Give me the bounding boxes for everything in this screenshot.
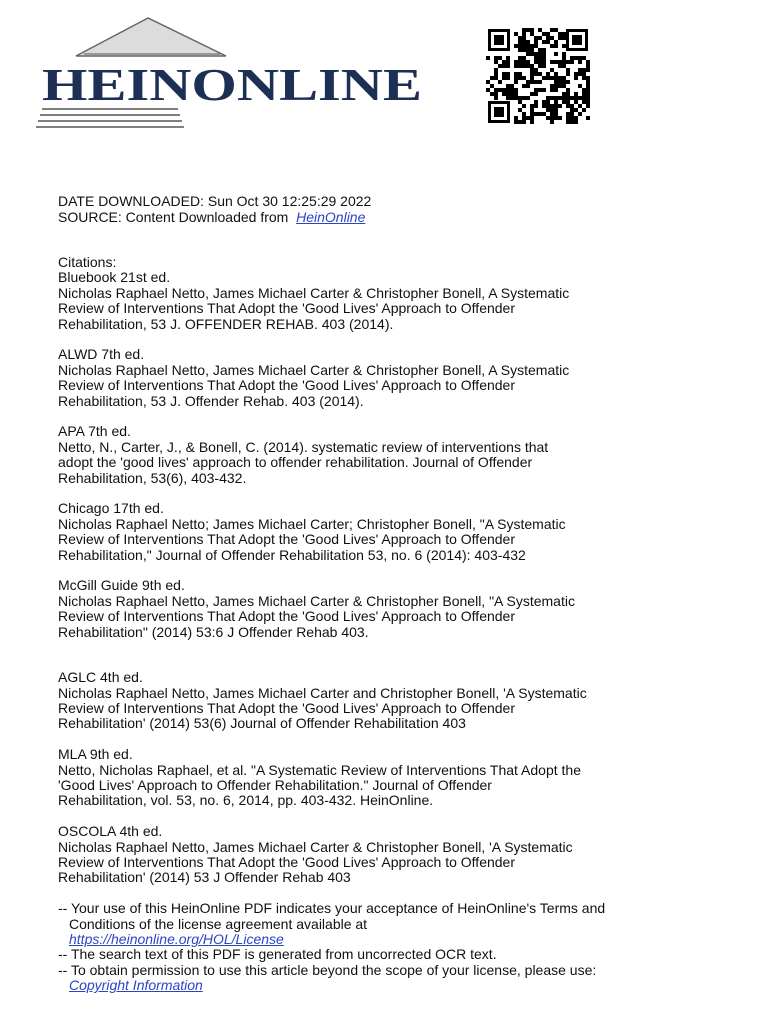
citation-text: Netto, N., Carter, J., & Bonell, C. (2014). systematic review of interventions that [58, 438, 549, 455]
citation-text: Rehabilitation" (2014) 53:6 J Offender Rehab 403. [58, 623, 369, 640]
qr-code [484, 26, 592, 126]
source-line [58, 209, 371, 225]
citation-text: Rehabilitation, vol. 53, no. 6, 2014, pp. 403-432. HeinOnline. [58, 792, 434, 809]
citation-style: ALWD 7th ed. [58, 346, 145, 363]
citation-text: Review of Interventions That Adopt the 'Good Lives' Approach to Offender [58, 608, 516, 625]
citation-text: Nicholas Raphael Netto, James Michael Carter & Christopher Bonell, A Systematic [58, 284, 570, 301]
citation-style: Chicago 17th ed. [58, 500, 164, 517]
citation-text: Review of Interventions That Adopt the 'Good Lives' Approach to Offender [58, 531, 516, 548]
citation-aglc [58, 670, 718, 732]
date-downloaded: DATE DOWNLOADED: Sun Oct 30 12:25:29 2022 [58, 193, 372, 209]
citation-style: McGill Guide 9th ed. [58, 577, 185, 594]
citation-text: Nicholas Raphael Netto, James Michael Carter and Christopher Bonell, 'A Systematic [58, 684, 587, 701]
citation-style: APA 7th ed. [58, 423, 131, 440]
permission-notice: -- To obtain permission to use this article beyond the scope of your license, please use: [58, 961, 597, 978]
citation-text: Nicholas Raphael Netto, James Michael Carter & Christopher Bonell, 'A Systematic [58, 838, 573, 855]
citation-oscola [58, 824, 718, 886]
terms-line: -- Your use of this HeinOnline PDF indicates your acceptance of HeinOnline's Terms and [58, 900, 606, 917]
citation-text: Nicholas Raphael Netto, James Michael Carter & Christopher Bonell, "A Systematic [58, 592, 575, 609]
citation-style: AGLC 4th ed. [58, 669, 143, 686]
citation-style: Bluebook 21st ed. [58, 269, 171, 286]
heinonline-link[interactable]: HeinOnline [296, 209, 366, 225]
citation-text: Review of Interventions That Adopt the 'Good Lives' Approach to Offender [58, 853, 516, 870]
citation-text: Rehabilitation' (2014) 53(6) Journal of Offender Rehabilitation 403 [58, 715, 466, 732]
heinonline-logo [36, 14, 428, 132]
logo-roof [76, 18, 226, 56]
citations-heading: Citations: [58, 254, 117, 270]
copyright-link[interactable]: Copyright Information [69, 977, 203, 994]
logo-text: HEINONLINE [42, 59, 422, 110]
citation-mcgill [58, 578, 718, 640]
citation-alwd [58, 347, 718, 409]
citation-text: Review of Interventions That Adopt the 'Good Lives' Approach to Offender [58, 377, 516, 394]
license-link[interactable]: https://heinonline.org/HOL/License [69, 930, 284, 947]
citation-text: Rehabilitation, 53 J. OFFENDER REHAB. 403 (2014). [58, 315, 394, 332]
citation-text: Nicholas Raphael Netto, James Michael Carter & Christopher Bonell, A Systematic [58, 361, 570, 378]
citation-text: 'Good Lives' Approach to Offender Rehabilitation." Journal of Offender [58, 776, 492, 793]
citation-text: Rehabilitation," Journal of Offender Rehabilitation 53, no. 6 (2014): 403-432 [58, 546, 526, 563]
citation-mla [58, 747, 718, 809]
download-meta [58, 193, 371, 225]
terms-footer [58, 901, 718, 993]
citation-text: Netto, Nicholas Raphael, et al. "A Systematic Review of Interventions That Adopt the [58, 761, 581, 778]
source-prefix: SOURCE: Content Downloaded from [58, 209, 289, 225]
citation-style: MLA 9th ed. [58, 746, 133, 763]
citation-text: Review of Interventions That Adopt the 'Good Lives' Approach to Offender [58, 300, 516, 317]
citation-style: OSCOLA 4th ed. [58, 823, 163, 840]
citation-text: Rehabilitation' (2014) 53 J Offender Rehab 403 [58, 869, 351, 886]
citation-bluebook [58, 270, 718, 332]
terms-line: Conditions of the license agreement available at [69, 915, 368, 932]
citation-text: Review of Interventions That Adopt the 'Good Lives' Approach to Offender [58, 699, 516, 716]
citation-text: Rehabilitation, 53(6), 403-432. [58, 469, 247, 486]
citations-section [58, 255, 718, 994]
citation-apa [58, 424, 718, 486]
citation-text: adopt the 'good lives' approach to offender rehabilitation. Journal of Offender [58, 454, 533, 471]
citation-text: Nicholas Raphael Netto; James Michael Carter; Christopher Bonell, "A Systematic [58, 515, 566, 532]
citation-text: Rehabilitation, 53 J. Offender Rehab. 403 (2014). [58, 392, 364, 409]
ocr-notice: -- The search text of this PDF is generated from uncorrected OCR text. [58, 946, 497, 963]
citation-chicago [58, 501, 718, 563]
